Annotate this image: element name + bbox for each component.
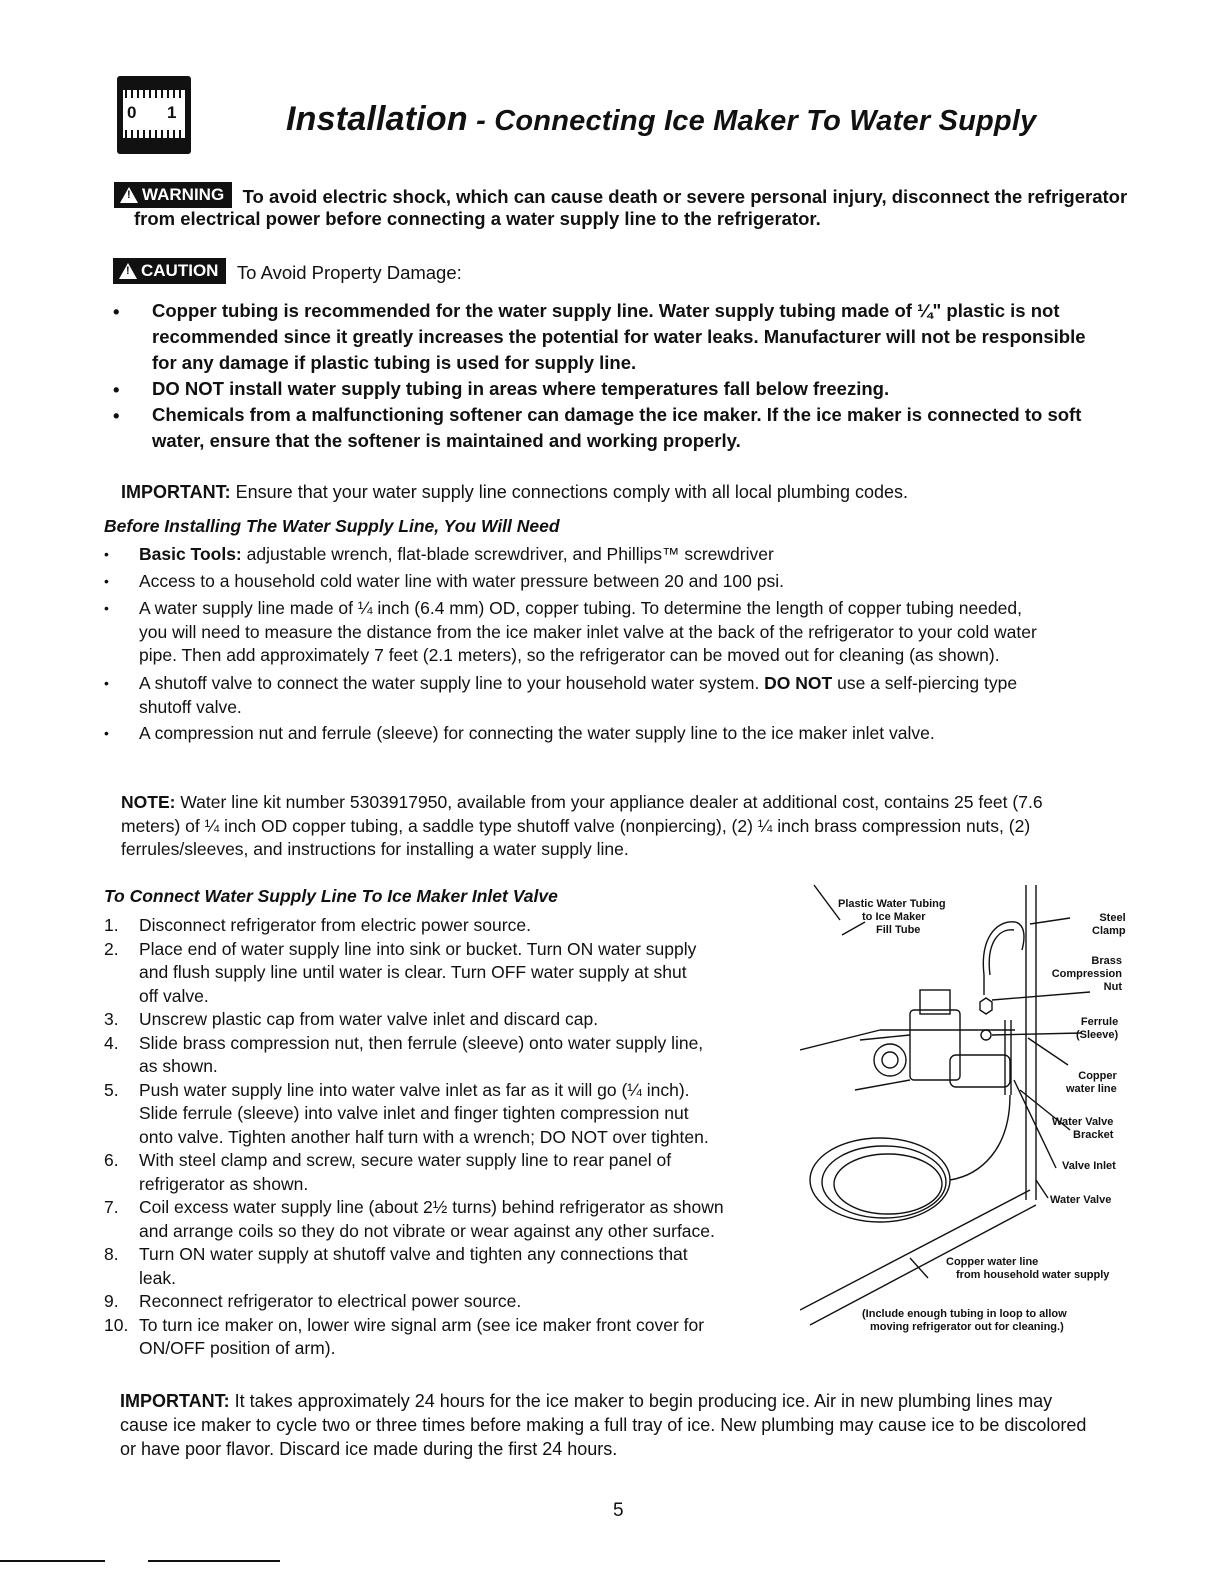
- step-line: onto valve. Tighten another half turn with a wrench; DO NOT over tighten.: [139, 1126, 709, 1147]
- step-line: Coil excess water supply line (about 2½ turns) behind refrigerator as shown: [139, 1197, 724, 1217]
- step-line: ON/OFF position of arm).: [139, 1338, 336, 1358]
- caution-block: [113, 258, 462, 286]
- label-valve-bracket: Water Valve Bracket: [1052, 1116, 1114, 1141]
- step-line: and flush supply line until water is clear. Turn OFF water supply at shut: [139, 962, 687, 982]
- important-note-1: IMPORTANT: Ensure that your water supply line connections comply with all local plumbing codes.: [121, 482, 909, 502]
- step-number: 8.: [104, 1244, 119, 1264]
- caution-bullet-1: Copper tubing is recommended for the water supply line. Water supply tubing made of ¼" plastic is not recommended since it greatly increases the potential for water leaks. Manufacturer will not be responsible for any damage if plastic tubing is used for supply line.: [152, 300, 1086, 373]
- step-text: [139, 1196, 724, 1243]
- step-line: as shown.: [139, 1056, 218, 1076]
- label-brass-nut: Brass Compression Nut: [1051, 955, 1122, 993]
- connect-heading: To Connect Water Supply Line To Ice Maker Inlet Valve: [104, 886, 558, 906]
- title-rest: - Connecting Ice Maker To Water Supply: [467, 105, 1037, 137]
- step-line: Unscrew plastic cap from water valve inlet and discard cap.: [139, 1009, 599, 1029]
- step-number: 7.: [104, 1197, 119, 1217]
- step-text: [139, 1149, 671, 1196]
- before-item-1: Basic Tools: adjustable wrench, flat-blade screwdriver, and Phillips™ screwdriver: [139, 544, 774, 564]
- step-line: leak.: [139, 1267, 176, 1288]
- warning-triangle-icon: [120, 187, 138, 203]
- step-number: 3.: [104, 1009, 119, 1029]
- footer-rule: [148, 1560, 280, 1562]
- footer-rule: [0, 1560, 105, 1562]
- step-text: [139, 1079, 709, 1150]
- step-number: 4.: [104, 1032, 119, 1053]
- label-valve-inlet: Valve Inlet: [1062, 1160, 1116, 1172]
- step-number: 2.: [104, 938, 119, 959]
- step-line: Slide brass compression nut, then ferrule (sleeve) onto water supply line,: [139, 1032, 704, 1053]
- list-bullet: •: [104, 675, 109, 691]
- warning-line-2: from electrical power before connecting a water supply line to the refrigerator.: [134, 208, 821, 229]
- step-text: [139, 1008, 598, 1032]
- label-ferrule: Ferrule (Sleeve): [1076, 1016, 1119, 1041]
- page-number: 5: [613, 1500, 624, 1521]
- step-text: [139, 1290, 521, 1314]
- caution-bullet-dot: •: [113, 405, 120, 426]
- ruler-digit-0: 0: [127, 103, 137, 122]
- ruler-digit-1: 1: [167, 103, 177, 122]
- before-item-2: Access to a household cold water line with water pressure between 20 and 100 psi.: [139, 571, 784, 591]
- step-text: [139, 1243, 688, 1290]
- before-item-5: A compression nut and ferrule (sleeve) for connecting the water supply line to the ice maker inlet valve.: [139, 723, 935, 743]
- label-plastic-tubing: Plastic Water Tubing to Ice Maker Fill Tube: [838, 898, 946, 936]
- step-number: 10.: [104, 1314, 129, 1335]
- label-water-valve: Water Valve: [1050, 1194, 1112, 1206]
- installation-diagram: [800, 880, 1155, 1350]
- step-number: 1.: [104, 915, 119, 935]
- label-copper-line: Copper water line: [1066, 1070, 1117, 1095]
- step-line: With steel clamp and screw, secure water supply line to rear panel of: [139, 1150, 672, 1170]
- before-item-4: A shutoff valve to connect the water supply line to your household water system. DO NOT use a self-piercing type shutoff valve.: [139, 673, 1018, 717]
- caution-bullet-dot: •: [113, 379, 120, 400]
- step-text: [139, 938, 696, 1009]
- step-text: [139, 1314, 704, 1361]
- list-bullet: •: [104, 725, 109, 741]
- important-note-2: IMPORTANT: It takes approximately 24 hours for the ice maker to begin producing ice. Air in new plumbing lines may cause ice maker to cycle two or three times before making a full tray of ice. New plumbing may cause ice to be discolored or have poor flavor. Discard ice made during the first 24 hours.: [120, 1391, 1087, 1459]
- title-main: Installation: [286, 100, 468, 138]
- caution-badge: ! CAUTION: [113, 258, 226, 284]
- step-line: To turn ice maker on, lower wire signal arm (see ice maker front cover for: [139, 1314, 705, 1335]
- before-item-3: A water supply line made of ¼ inch (6.4 mm) OD, copper tubing. To determine the length of copper tubing needed, you will need to measure the distance from the ice maker inlet valve at the back of the refrigerator to your cold water pipe. Then add approximately 7 feet (2.1 meters), so the refrigerator can be moved out for cleaning (as shown).: [139, 598, 1037, 665]
- caution-bullet-dot: •: [113, 301, 120, 322]
- step-line: Reconnect refrigerator to electrical power source.: [139, 1291, 522, 1311]
- label-household-line: Copper water line from household water supply: [946, 1256, 1110, 1281]
- list-bullet: •: [104, 546, 109, 562]
- label-loop-note: (Include enough tubing in loop to allow moving refrigerator out for cleaning.): [862, 1308, 1067, 1333]
- step-text: [139, 1032, 703, 1079]
- step-number: 5.: [104, 1079, 119, 1100]
- step-text: [139, 914, 531, 938]
- step-line: Place end of water supply line into sink or bucket. Turn ON water supply: [139, 938, 697, 959]
- warning-badge: ! WARNING: [114, 182, 232, 208]
- ruler-icon: [117, 76, 191, 154]
- step-line: Disconnect refrigerator from electric power source.: [139, 915, 531, 935]
- before-heading: Before Installing The Water Supply Line, You Will Need: [104, 516, 560, 536]
- list-bullet: •: [104, 573, 109, 589]
- caution-lead: To Avoid Property Damage:: [236, 262, 462, 283]
- step-line: off valve.: [139, 985, 209, 1006]
- page-title: [286, 100, 1036, 139]
- step-line: and arrange coils so they do not vibrate or wear against any other surface.: [139, 1220, 715, 1241]
- label-steel-clamp: Steel Clamp: [1092, 912, 1126, 937]
- caution-triangle-icon: [119, 263, 137, 279]
- list-bullet: •: [104, 600, 109, 616]
- step-line: Turn ON water supply at shutoff valve and tighten any connections that: [139, 1244, 688, 1264]
- caution-bullet-2: DO NOT install water supply tubing in areas where temperatures fall below freezing.: [152, 378, 890, 399]
- step-number: 9.: [104, 1291, 119, 1311]
- note-block: NOTE: Water line kit number 5303917950, available from your appliance dealer at additional cost, contains 25 feet (7.6 meters) of ¼ inch OD copper tubing, a saddle type shutoff valve (nonpiercing), (2) ¼ inch brass compression nuts, (2) ferrules/sleeves, and instructions for installing a water supply line.: [121, 792, 1043, 859]
- step-line: Push water supply line into water valve inlet as far as it will go (¼ inch).: [139, 1079, 690, 1100]
- step-line: refrigerator as shown.: [139, 1173, 309, 1194]
- step-line: Slide ferrule (sleeve) into valve inlet and finger tighten compression nut: [139, 1103, 689, 1123]
- warning-line-1: To avoid electric shock, which can cause death or severe personal injury, disconnect the refrigerator: [242, 186, 1128, 207]
- step-number: 6.: [104, 1150, 119, 1170]
- caution-bullet-3: Chemicals from a malfunctioning softener can damage the ice maker. If the ice maker is connected to soft water, ensure that the softener is maintained and working properly.: [152, 404, 1082, 451]
